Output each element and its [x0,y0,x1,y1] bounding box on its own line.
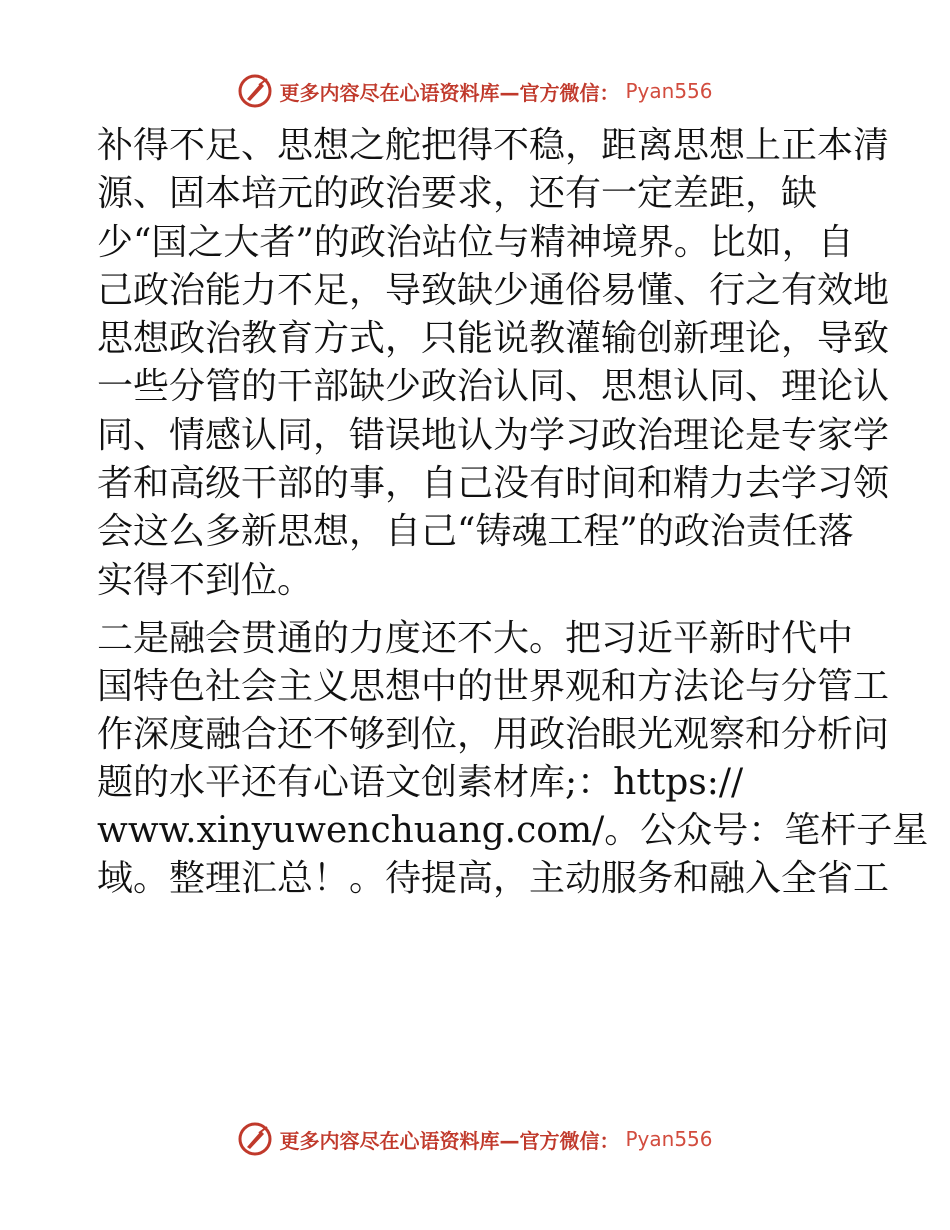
watermark-text: 更多内容尽在心语资料库—官方微信： [279,1128,620,1153]
text-line: 一些分管的干部缺少政治认同、思想认同、理论认 [97,366,890,408]
text-line: 域。整理汇总！。待提高，主动服务和融入全省工 [97,857,890,899]
watermark-text: 更多内容尽在心语资料库—官方微信： [279,80,620,105]
text-line: 同、情感认同，错误地认为学习政治理论是专家学 [97,414,890,456]
text-line: 己政治能力不足，导致缺少通俗易懂、行之有效地 [97,269,890,311]
pen-quill-logo-icon [237,1121,273,1157]
text-line: 二是融会贯通的力度还不大。把习近平新时代中 [97,617,854,659]
pen-quill-logo-icon [237,73,273,109]
text-line: 国特色社会主义思想中的世界观和方法论与分管工 [97,665,890,707]
text-line: 源、固本培元的政治要求，还有一定差距，缺 [97,173,818,215]
text-line: 题的水平还有心语文创素材库;：https:// [97,761,744,803]
text-line: 思想政治教育方式，只能说教灌输创新理论，导致 [97,318,890,360]
text-line: www.xinyuwenchuang.com/。公众号：笔杆子星 [97,809,929,851]
document-body [97,122,929,903]
text-line: 会这么多新思想，自己“铸魂工程”的政治责任落 [97,511,854,553]
watermark-wechat-id: Pyan556 [625,1127,713,1151]
header-watermark [0,71,950,111]
text-line: 者和高级干部的事，自己没有时间和精力去学习领 [97,463,890,505]
watermark-wechat-id: Pyan556 [625,79,713,103]
paragraph-2 [97,615,929,903]
text-line: 补得不足、思想之舵把得不稳，距离思想上正本清 [97,125,890,166]
text-line: 实得不到位。 [97,559,314,601]
footer-watermark [0,1119,950,1159]
paragraph-1 [97,122,890,605]
text-line: 作深度融合还不够到位，用政治眼光观察和分析问 [97,713,890,755]
text-line: 少“国之大者”的政治站位与精神境界。比如，自 [97,221,854,263]
